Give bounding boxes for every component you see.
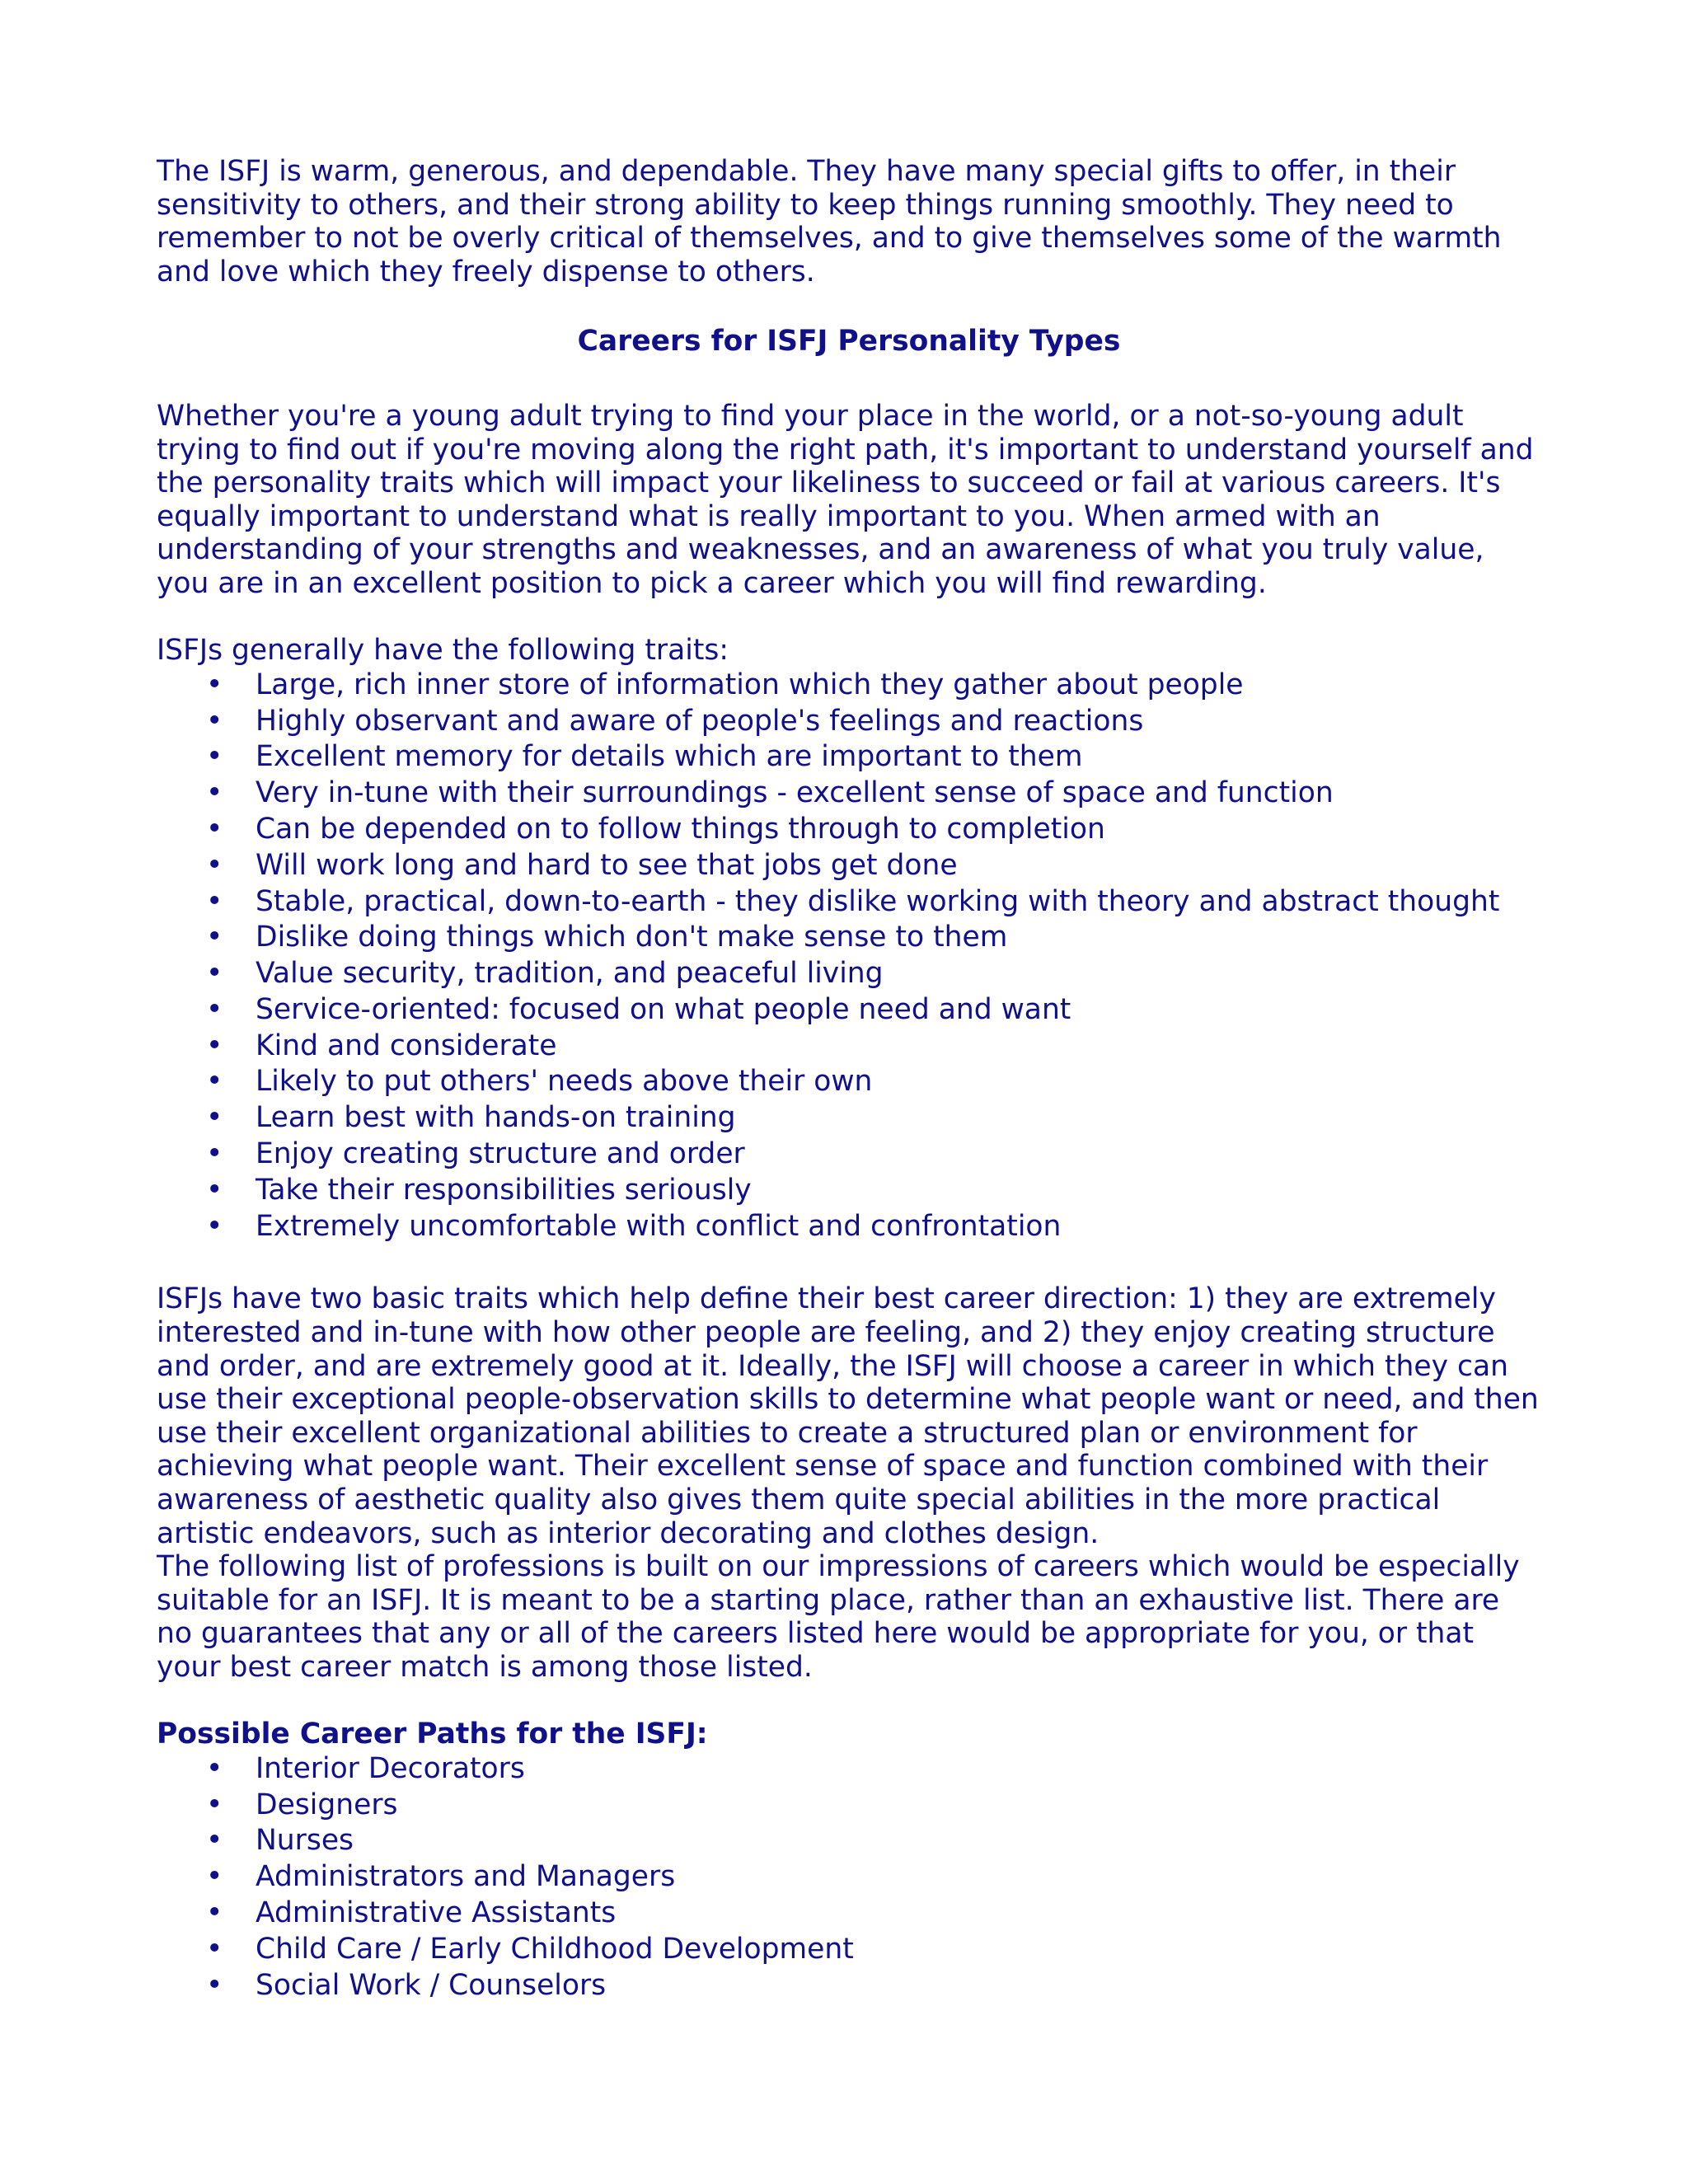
- career-path-item-text: Nurses: [256, 1824, 354, 1858]
- traits-list: [157, 668, 1541, 1245]
- trait-item-text: Extremely uncomfortable with conflict and confrontation: [256, 1209, 1062, 1243]
- bullet-icon: •: [206, 1968, 223, 2002]
- bullet-icon: •: [206, 1751, 223, 1785]
- trait-item-text: Dislike doing things which don't make sense to them: [256, 921, 1008, 954]
- career-path-item: [157, 1932, 1541, 1968]
- bullet-icon: •: [206, 1065, 223, 1099]
- bullet-icon: •: [206, 1824, 223, 1858]
- trait-item-text: Can be depended on to follow things through to completion: [256, 812, 1105, 846]
- trait-item-text: Take their responsibilities seriously: [256, 1173, 752, 1207]
- career-path-item: [157, 1968, 1541, 2004]
- list-paragraph: The following list of professions is built on our impressions of careers which would be especially suitable for an ISFJ. It is meant to be a starting place, rather than an exhaustive list. There are no guarantees that any or all of the careers listed here would be appropriate for you, or that your best career match is among those listed.: [157, 1550, 1520, 1684]
- bullet-icon: •: [206, 668, 223, 701]
- trait-item: [157, 992, 1541, 1029]
- career-paths-heading: Possible Career Paths for the ISFJ:: [157, 1718, 708, 1751]
- career-path-item-text: Social Work / Counselors: [256, 1968, 607, 2002]
- trait-item: [157, 812, 1541, 848]
- section-title: Careers for ISFJ Personality Types: [577, 325, 1121, 359]
- bullet-icon: •: [206, 1896, 223, 1929]
- career-path-item-text: Designers: [256, 1788, 398, 1821]
- trait-item: [157, 776, 1541, 812]
- trait-item-text: Will work long and hard to see that jobs get done: [256, 848, 958, 882]
- trait-item: [157, 668, 1541, 704]
- careers-paragraph: Whether you're a young adult trying to find your place in the world, or a not-so-young adult trying to find out if you're moving along the right path, it's important to understand yourself and the personality traits which will impact your likeliness to succeed or fail at various careers. It's equally important to understand what is really important to you. When armed with an understanding of your strengths and weaknesses, and an awareness of what you truly value, you are in an excellent position to pick a career which you will find rewarding.: [157, 399, 1534, 600]
- trait-item: [157, 1100, 1541, 1137]
- bullet-icon: •: [206, 1209, 223, 1243]
- career-path-item: [157, 1751, 1541, 1788]
- trait-item: [157, 1064, 1541, 1100]
- bullet-icon: •: [206, 1137, 223, 1171]
- career-path-item: [157, 1788, 1541, 1824]
- bullet-icon: •: [206, 740, 223, 774]
- bullet-icon: •: [206, 1860, 223, 1894]
- career-path-item-text: Administrators and Managers: [256, 1860, 676, 1894]
- bullet-icon: •: [206, 848, 223, 882]
- trait-item: [157, 884, 1541, 921]
- intro-paragraph: The ISFJ is warm, generous, and dependable. They have many special gifts to offer, in their sensitivity to others, and their strong ability to keep things running smoothly. They need to remember to not be overly critical of themselves, and to give themselves some of the warmth and love which they freely dispense to others.: [157, 155, 1502, 288]
- trait-item-text: Likely to put others' needs above their own: [256, 1065, 873, 1099]
- trait-item-text: Learn best with hands-on training: [256, 1101, 736, 1135]
- trait-item: [157, 1173, 1541, 1209]
- career-path-item: [157, 1859, 1541, 1896]
- career-path-item: [157, 1823, 1541, 1859]
- trait-item-text: Value security, tradition, and peaceful living: [256, 957, 884, 991]
- trait-item-text: Very in-tune with their surroundings - excellent sense of space and function: [256, 776, 1334, 810]
- career-path-item-text: Administrative Assistants: [256, 1896, 617, 1929]
- document-page: [157, 155, 1541, 2004]
- career-paths-list: [157, 1751, 1541, 2004]
- trait-item-text: Service-oriented: focused on what people need and want: [256, 992, 1071, 1026]
- trait-item: [157, 920, 1541, 956]
- bullet-icon: •: [206, 704, 223, 738]
- trait-item-text: Kind and considerate: [256, 1029, 557, 1062]
- bullet-icon: •: [206, 1932, 223, 1966]
- bullet-icon: •: [206, 1101, 223, 1135]
- trait-item-text: Large, rich inner store of information which they gather about people: [256, 668, 1244, 701]
- trait-item: [157, 1137, 1541, 1173]
- trait-item: [157, 704, 1541, 740]
- career-path-item-text: Interior Decorators: [256, 1751, 525, 1785]
- trait-item: [157, 848, 1541, 884]
- trait-item-text: Stable, practical, down-to-earth - they dislike working with theory and abstract thought: [256, 884, 1500, 918]
- career-path-item-text: Child Care / Early Childhood Development: [256, 1932, 854, 1966]
- bullet-icon: •: [206, 921, 223, 954]
- trait-item-text: Excellent memory for details which are important to them: [256, 740, 1083, 774]
- bullet-icon: •: [206, 992, 223, 1026]
- bullet-icon: •: [206, 1788, 223, 1821]
- direction-paragraph: ISFJs have two basic traits which help define their best career direction: 1) they are extremely interested and in-tune with how other people are feeling, and 2) they enjoy creating structure and order, and are extremely good at it. Ideally, the ISFJ will choose a career in which they can use their exceptional people-observation skills to determine what people want or need, and then use their excellent organizational abilities to create a structured plan or environment for achieving what people want. Their excellent sense of space and function combined with their awareness of aesthetic quality also gives them quite special abilities in the more practical artistic endeavors, such as interior decorating and clothes design.: [157, 1282, 1539, 1550]
- traits-intro: ISFJs generally have the following traits:: [157, 634, 729, 668]
- career-path-item: [157, 1896, 1541, 1932]
- bullet-icon: •: [206, 1029, 223, 1062]
- trait-item-text: Highly observant and aware of people's feelings and reactions: [256, 704, 1144, 738]
- bullet-icon: •: [206, 884, 223, 918]
- bullet-icon: •: [206, 957, 223, 991]
- trait-item-text: Enjoy creating structure and order: [256, 1137, 745, 1171]
- bullet-icon: •: [206, 776, 223, 810]
- trait-item: [157, 739, 1541, 776]
- bullet-icon: •: [206, 812, 223, 846]
- bullet-icon: •: [206, 1173, 223, 1207]
- trait-item: [157, 956, 1541, 992]
- trait-item: [157, 1209, 1541, 1245]
- trait-item: [157, 1029, 1541, 1065]
